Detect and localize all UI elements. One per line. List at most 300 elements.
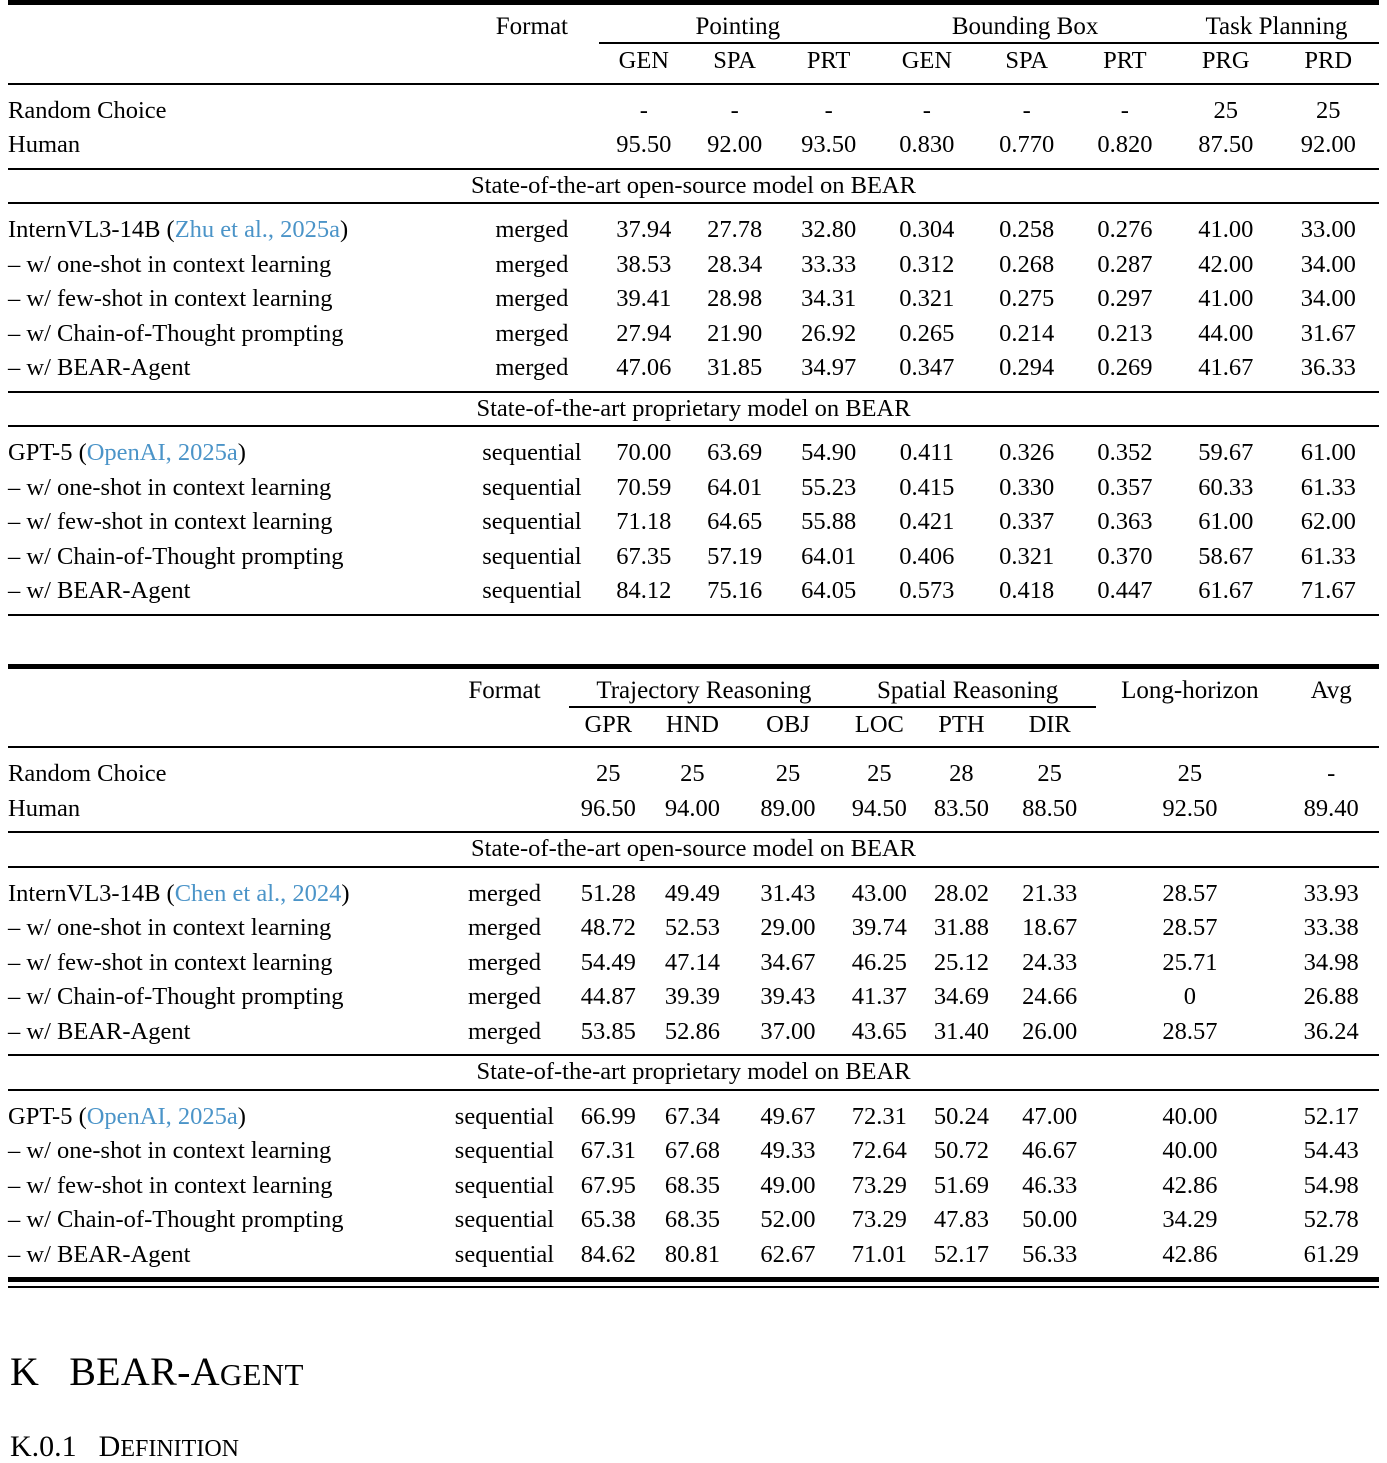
cell-value: 54.90 (801, 439, 857, 466)
cell-value: 62.00 (1300, 508, 1356, 535)
row-label-few-shot-icl: – w/ few-shot in context learning (8, 1171, 333, 1199)
citation-link[interactable]: Chen et al., 2024 (174, 879, 342, 907)
row-format: merged (467, 879, 541, 907)
heading-spacer-top (8, 1288, 1379, 1350)
cell-value: 68.35 (664, 1171, 720, 1199)
row-format: merged (495, 285, 569, 312)
table-row (8, 946, 1379, 981)
citation-link[interactable]: Zhu et al., 2025a (174, 216, 341, 243)
model-name: InternVL3-14B ( (8, 879, 175, 907)
cell-value: 0.352 (1097, 439, 1153, 466)
cell-value: 0.265 (899, 319, 955, 347)
appendix-title-cap: A (190, 1349, 220, 1394)
citation-link[interactable]: OpenAI, 2025a (86, 439, 238, 466)
table-section-note-row (8, 832, 1379, 866)
cell-value: 71.67 (1300, 577, 1356, 604)
table-row (8, 94, 1379, 129)
row-label-one-shot-icl: – w/ one-shot in context learning (8, 250, 332, 278)
column-group-task-planning: Task Planning (1174, 14, 1379, 43)
row-label-few-shot-icl: – w/ few-shot in context learning (8, 508, 333, 535)
cell-value: 94.50 (851, 794, 907, 822)
column-header-trajectory-gpr: GPR (584, 710, 633, 738)
cell-value: 34.29 (1162, 1206, 1218, 1233)
row-format: merged (495, 319, 569, 347)
cell-value: 29.00 (760, 914, 816, 941)
cell-value: 0.573 (899, 577, 955, 604)
cell-value: 31.43 (760, 879, 816, 907)
cell-value: 58.67 (1198, 542, 1254, 570)
cell-value: 96.50 (580, 794, 636, 822)
cell-value: 89.00 (760, 794, 816, 822)
cell-value: 42.00 (1198, 250, 1254, 278)
cell-value: 68.35 (664, 1206, 720, 1233)
cell-value: 73.29 (851, 1206, 907, 1233)
cell-value: 31.67 (1300, 319, 1356, 347)
table-row (8, 1203, 1379, 1238)
column-header-pointing-prt: PRT (806, 47, 851, 74)
row-label-bear-agent: – w/ BEAR-Agent (8, 1240, 191, 1268)
section-note-open-source: State-of-the-art open-source model on BEAR (471, 171, 916, 199)
table-row (8, 574, 1379, 609)
cell-value: 34.98 (1303, 948, 1359, 976)
cell-value: 25 (1037, 760, 1062, 787)
row-format: merged (467, 1017, 541, 1045)
cell-value: 70.00 (616, 439, 672, 466)
row-format (464, 94, 599, 129)
row-format: merged (495, 250, 569, 278)
row-label-one-shot-icl: – w/ one-shot in context learning (8, 914, 332, 941)
cell-value: 41.67 (1198, 354, 1254, 381)
cell-value: 70.59 (616, 473, 672, 501)
cell-value: 39.74 (851, 914, 907, 941)
row-format (464, 128, 599, 163)
section-note-open-source: State-of-the-art open-source model on BEAR (471, 835, 916, 862)
cell-value: 0.347 (899, 354, 955, 381)
column-header-pointing-spa: SPA (713, 47, 756, 74)
cell-value: 0.820 (1097, 131, 1153, 158)
cell-value: 51.69 (933, 1171, 989, 1199)
column-header-bbox-gen: GEN (901, 47, 953, 74)
cell-value: 52.17 (933, 1240, 989, 1268)
cell-value: - (922, 96, 931, 124)
row-format: merged (467, 948, 541, 976)
cell-value: 43.65 (851, 1017, 907, 1045)
cell-value: 34.00 (1300, 285, 1356, 312)
cell-value: - (639, 96, 648, 124)
row-label-bear-agent: – w/ BEAR-Agent (8, 577, 191, 604)
cell-value: 46.67 (1022, 1137, 1078, 1164)
cell-value: 88.50 (1022, 794, 1078, 822)
cell-value: 34.97 (801, 354, 857, 381)
heading-spacer-mid (8, 1394, 1379, 1430)
row-label-random-choice: Random Choice (8, 760, 167, 787)
column-group-pointing: Pointing (599, 14, 876, 43)
cell-value: 41.37 (851, 983, 907, 1010)
cell-value: 34.69 (933, 983, 989, 1010)
cell-value: 0.258 (999, 216, 1055, 243)
cell-value: 0.415 (899, 473, 955, 501)
cell-value: 0.321 (999, 542, 1055, 570)
row-format: sequential (482, 439, 582, 466)
cell-value: 49.67 (760, 1102, 816, 1130)
column-header-bbox-prt: PRT (1103, 47, 1147, 74)
cell-value: 34.67 (760, 948, 816, 976)
cell-value: 40.00 (1162, 1137, 1218, 1164)
cell-value: 83.50 (933, 794, 989, 822)
cell-value: 52.86 (664, 1017, 720, 1045)
cell-value: 55.88 (801, 508, 857, 535)
cell-value: 84.12 (616, 577, 672, 604)
cell-value: 32.80 (801, 216, 857, 243)
row-label-gpt5 (8, 1100, 440, 1135)
column-group-spatial-reasoning: Spatial Reasoning (839, 678, 1097, 707)
cell-value: 54.98 (1303, 1171, 1359, 1199)
cell-value: 92.00 (1300, 131, 1356, 158)
cell-value: 57.19 (707, 542, 763, 570)
cell-value: 46.25 (851, 948, 907, 976)
model-name: InternVL3-14B ( (8, 216, 175, 243)
citation-link[interactable]: OpenAI, 2025a (86, 1102, 238, 1130)
cell-value: 44.00 (1198, 319, 1254, 347)
row-format (440, 792, 569, 827)
table-row (8, 1015, 1379, 1050)
section-note-proprietary: State-of-the-art proprietary model on BEAR (476, 394, 911, 422)
table-row (8, 248, 1379, 283)
appendix-title-smallcaps: GENT (219, 1357, 304, 1392)
row-format: sequential (482, 473, 582, 501)
row-label-bear-agent: – w/ BEAR-Agent (8, 1017, 191, 1045)
row-format: sequential (454, 1171, 555, 1199)
cell-value: - (1022, 96, 1031, 124)
paren-close: ) (341, 879, 350, 907)
cell-value: 67.31 (580, 1137, 636, 1164)
row-label-human: Human (8, 794, 81, 822)
cell-value: 95.50 (616, 131, 672, 158)
column-header-format: Format (495, 13, 568, 40)
cell-value: 24.33 (1022, 948, 1078, 976)
cell-value: 61.00 (1198, 508, 1254, 535)
cell-value: 87.50 (1198, 131, 1254, 158)
cell-value: 66.99 (580, 1102, 636, 1130)
cell-value: 50.00 (1022, 1206, 1078, 1233)
cell-value: 53.85 (580, 1017, 636, 1045)
cell-value: 61.33 (1300, 542, 1356, 570)
cell-value: 92.50 (1162, 794, 1218, 822)
cell-value: 0.830 (899, 131, 955, 158)
column-header-trajectory-hnd: HND (665, 710, 719, 738)
table-section-note-row (8, 169, 1379, 203)
cell-value: 49.33 (760, 1137, 816, 1164)
table-row (8, 471, 1379, 506)
cell-value: 52.78 (1303, 1206, 1359, 1233)
row-format: sequential (454, 1206, 555, 1233)
cell-value: 26.88 (1303, 983, 1359, 1010)
cell-value: 47.83 (933, 1206, 989, 1233)
model-name: GPT-5 ( (8, 439, 87, 466)
cell-value: 54.43 (1303, 1137, 1359, 1164)
column-header-spatial-loc: LOC (854, 710, 904, 738)
cell-value: 21.33 (1022, 879, 1078, 907)
cell-value: 28.57 (1162, 914, 1218, 941)
row-format: merged (495, 216, 569, 243)
cell-value: 0.363 (1097, 508, 1153, 535)
cell-value: 46.33 (1022, 1171, 1078, 1199)
cell-value: 47.00 (1022, 1102, 1078, 1130)
cell-value: 38.53 (616, 250, 672, 278)
subsection-title-cap: D (98, 1430, 121, 1463)
cell-value: 0.213 (1097, 319, 1153, 347)
paren-close: ) (340, 216, 349, 243)
cell-value: 25 (680, 760, 705, 787)
appendix-section-heading (10, 1350, 1379, 1394)
table-row (8, 1100, 1379, 1135)
table-row (8, 757, 1379, 792)
row-format: sequential (454, 1137, 555, 1164)
cell-value: 52.53 (664, 914, 720, 941)
cell-value: 60.33 (1198, 473, 1254, 501)
cell-value: 63.69 (707, 439, 763, 466)
cell-value: 47.06 (616, 354, 672, 381)
cell-value: 0.326 (999, 439, 1055, 466)
cell-value: 31.40 (933, 1017, 989, 1045)
cell-value: 28 (949, 760, 974, 787)
row-label-human: Human (8, 131, 81, 158)
subsection-heading-block (8, 1430, 1379, 1463)
cell-value: 28.98 (707, 285, 763, 312)
cell-value: 0.287 (1097, 250, 1153, 278)
cell-value: 27.78 (707, 216, 763, 243)
table-row (8, 317, 1379, 352)
table-section-note-row (8, 392, 1379, 426)
subsection-title-smallcaps: EFINITION (120, 1436, 239, 1462)
row-format: sequential (482, 542, 582, 570)
row-format: merged (467, 914, 541, 941)
table-row (8, 505, 1379, 540)
cell-value: 0.276 (1097, 216, 1153, 243)
cell-value: 0.268 (999, 250, 1055, 278)
cell-value: 0.447 (1097, 577, 1153, 604)
row-format: sequential (454, 1102, 555, 1130)
table-row (8, 911, 1379, 946)
table-row (8, 1238, 1379, 1273)
cell-value: 50.72 (933, 1137, 989, 1164)
cell-value: 84.62 (580, 1240, 636, 1268)
row-format: sequential (454, 1240, 555, 1268)
cell-value: 56.33 (1022, 1240, 1078, 1268)
table-group-header-row (8, 678, 1379, 707)
cell-value: 25 (1177, 760, 1203, 787)
cell-value: 44.87 (580, 983, 636, 1010)
cell-value: 0.330 (999, 473, 1055, 501)
cell-value: 28.34 (707, 250, 763, 278)
table-row (8, 1169, 1379, 1204)
cell-value: 49.49 (664, 879, 720, 907)
cell-value: 94.00 (664, 794, 720, 822)
cell-value: 52.17 (1303, 1102, 1359, 1130)
cell-value: 61.00 (1300, 439, 1356, 466)
cell-value: 28.57 (1162, 1017, 1218, 1045)
row-label-few-shot-icl: – w/ few-shot in context learning (8, 948, 333, 976)
cell-value: 36.33 (1300, 354, 1356, 381)
table-row (8, 351, 1379, 386)
table-subheader-row (8, 43, 1379, 78)
cell-value: 34.00 (1300, 250, 1356, 278)
cell-value: 37.00 (760, 1017, 816, 1045)
row-label-internvl3-14b (8, 213, 464, 248)
cell-value: 0.312 (899, 250, 955, 278)
cell-value: 62.67 (760, 1240, 816, 1268)
cell-value: 65.38 (580, 1206, 636, 1233)
column-header-avg: Avg (1310, 676, 1352, 704)
cell-value: 47.14 (664, 948, 720, 976)
cell-value: 37.94 (616, 216, 672, 243)
paren-close: ) (237, 1102, 246, 1130)
cell-value: - (730, 96, 739, 124)
row-label-chain-of-thought: – w/ Chain-of-Thought prompting (8, 983, 344, 1010)
cell-value: 40.00 (1162, 1102, 1218, 1130)
section-note-proprietary: State-of-the-art proprietary model on BEAR (476, 1058, 911, 1085)
cell-value: 55.23 (801, 473, 857, 501)
cell-value: 67.34 (664, 1102, 720, 1130)
cell-value: 67.68 (664, 1137, 720, 1164)
cell-value: 39.43 (760, 983, 816, 1010)
cell-value: 28.57 (1162, 879, 1218, 907)
cell-value: 26.00 (1022, 1017, 1078, 1045)
cell-value: 61.33 (1300, 473, 1356, 501)
cell-value: 73.29 (851, 1171, 907, 1199)
appendix-title-prefix: BEAR- (69, 1349, 191, 1394)
column-header-bbox-spa: SPA (1005, 47, 1049, 74)
row-label-chain-of-thought: – w/ Chain-of-Thought prompting (8, 1206, 344, 1233)
column-header-spatial-dir: DIR (1028, 710, 1071, 738)
row-label-chain-of-thought: – w/ Chain-of-Thought prompting (8, 542, 344, 570)
row-label-few-shot-icl: – w/ few-shot in context learning (8, 285, 333, 312)
cell-value: 72.31 (851, 1102, 907, 1130)
cell-value: 0.337 (999, 508, 1055, 535)
cell-value: 0.418 (999, 577, 1055, 604)
cell-value: 0.770 (999, 131, 1055, 158)
paren-close: ) (237, 439, 246, 466)
cell-value: 25.71 (1162, 948, 1218, 976)
cell-value: 0.411 (899, 439, 954, 466)
row-format: sequential (482, 577, 582, 604)
cell-value: 64.05 (801, 577, 857, 604)
results-table-trajectory-spatial-longhorizon (8, 664, 1379, 1289)
table-bottom-rule (8, 614, 1379, 615)
row-label-internvl3-14b (8, 877, 440, 912)
table-row (8, 877, 1379, 912)
cell-value: - (1327, 760, 1336, 787)
table-section-note-row (8, 1055, 1379, 1089)
cell-value: 54.49 (580, 948, 636, 976)
cell-value: - (824, 96, 833, 124)
cell-value: 24.66 (1022, 983, 1078, 1010)
table-row (8, 282, 1379, 317)
cell-value: 0 (1183, 983, 1196, 1010)
cell-value: 0.421 (899, 508, 955, 535)
cell-value: 25 (1316, 96, 1341, 124)
row-label-chain-of-thought: – w/ Chain-of-Thought prompting (8, 319, 344, 347)
table-spacer (8, 616, 1379, 664)
table-row (8, 792, 1379, 827)
row-label-one-shot-icl: – w/ one-shot in context learning (8, 473, 332, 501)
table-row (8, 540, 1379, 575)
table-row (8, 128, 1379, 163)
cell-value: 42.86 (1162, 1240, 1218, 1268)
cell-value: 25 (1213, 96, 1238, 124)
cell-value: 25 (775, 760, 801, 787)
cell-value: 39.39 (664, 983, 720, 1010)
row-format (440, 757, 569, 792)
cell-value: 26.92 (801, 319, 857, 347)
column-header-spatial-pth: PTH (938, 710, 985, 738)
cell-value: 0.297 (1097, 285, 1153, 312)
cell-value: 64.65 (707, 508, 763, 535)
subsection-number: K.0.1 (10, 1430, 77, 1463)
cell-value: 36.24 (1303, 1017, 1359, 1045)
table-bottom-rule-thin (8, 1286, 1379, 1287)
cell-value: 0.214 (999, 319, 1055, 347)
cell-value: 25 (596, 760, 621, 787)
column-group-trajectory-reasoning: Trajectory Reasoning (569, 678, 839, 707)
cell-value: 75.16 (707, 577, 763, 604)
cell-value: 39.41 (616, 285, 672, 312)
column-header-planning-prd: PRD (1304, 47, 1353, 74)
cell-value: 25.12 (933, 948, 989, 976)
cell-value: 21.90 (707, 319, 763, 347)
cell-value: 43.00 (851, 879, 907, 907)
cell-value: 0.304 (899, 216, 955, 243)
cell-value: 0.321 (899, 285, 955, 312)
cell-value: 59.67 (1198, 439, 1254, 466)
appendix-heading-block (8, 1350, 1379, 1394)
cell-value: 42.86 (1162, 1171, 1218, 1199)
cell-value: 71.18 (616, 508, 672, 535)
cell-value: 52.00 (760, 1206, 816, 1233)
cell-value: 0.370 (1097, 542, 1153, 570)
results-table-pointing-bbox-planning (8, 0, 1379, 616)
cell-value: 67.35 (616, 542, 672, 570)
cell-value: 33.93 (1303, 879, 1359, 907)
cell-value: 48.72 (580, 914, 636, 941)
cell-value: 25 (867, 760, 892, 787)
appendix-letter: K (10, 1349, 40, 1394)
cell-value: 0.269 (1097, 354, 1153, 381)
cell-value: 31.85 (707, 354, 763, 381)
cell-value: 49.00 (760, 1171, 816, 1199)
cell-value: 64.01 (707, 473, 763, 501)
cell-value: 41.00 (1198, 285, 1254, 312)
cell-value: 71.01 (851, 1240, 907, 1268)
cell-value: 34.31 (801, 285, 857, 312)
cell-value: 92.00 (707, 131, 763, 158)
column-header-long-horizon: Long-horizon (1121, 676, 1259, 704)
row-label-one-shot-icl: – w/ one-shot in context learning (8, 1137, 332, 1164)
row-format: merged (495, 354, 569, 381)
cell-value: 41.00 (1198, 216, 1254, 243)
table-row (8, 1134, 1379, 1169)
cell-value: 28.02 (933, 879, 989, 907)
table-row (8, 436, 1379, 471)
cell-value: 18.67 (1022, 914, 1078, 941)
cell-value: 64.01 (801, 542, 857, 570)
cell-value: 61.67 (1198, 577, 1254, 604)
cell-value: 31.88 (933, 914, 989, 941)
column-header-planning-prg: PRG (1201, 47, 1250, 74)
cell-value: 61.29 (1303, 1240, 1359, 1268)
cell-value: 0.294 (999, 354, 1055, 381)
cell-value: 80.81 (664, 1240, 720, 1268)
